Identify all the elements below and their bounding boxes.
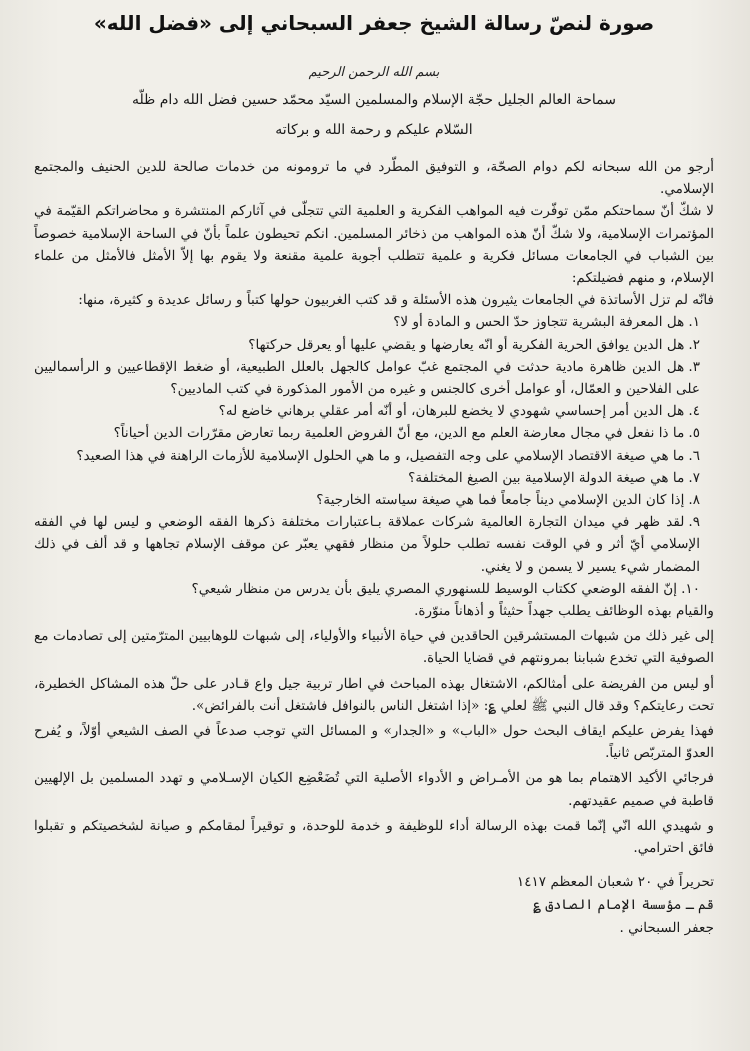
letter-addressee: سماحة العالم الجليل حجّة الإسلام والمسلمين السيّد محمّد حسين فضل الله دام ظلّه: [131, 92, 617, 108]
closing-paragraph-4: فهذا يفرض عليكم ايقاف البحث حول «الباب» و «الجدار» و المسائل التي توجب صدعاً في الصف الشيعي أوّلاً، و يُفرح العدوّ المتربّص ثانياً.: [34, 723, 714, 762]
questions-list: [34, 311, 714, 600]
letter-body: [34, 156, 714, 859]
intro-paragraph-3: فانّه لم تزل الأساتذة في الجامعات يثيرون هذه الأسئلة و قد كتب الغربيون حولها كتباً و رسائل عديدة و كثيرة، منها:: [78, 292, 714, 309]
signature-block: [34, 871, 714, 940]
question-number: ١.: [688, 314, 700, 331]
question-number: ٢.: [688, 336, 700, 353]
question-item: [34, 311, 700, 333]
question-item: [34, 356, 700, 400]
question-number: ٣.: [688, 358, 700, 375]
question-item: [34, 578, 700, 600]
question-item: [34, 334, 700, 356]
question-number: ٤.: [688, 403, 700, 420]
question-text: هل الدين يوافق الحرية الفكرية أو انّه يعارضها و يقضي عليها أو يعرقل حركتها؟: [248, 336, 685, 353]
closing-paragraph-1: والقيام بهذه الوظائف يطلب جهداً حثيثاً و أذهاناً منوّرة.: [414, 603, 714, 620]
closing-paragraph-2: إلى غير ذلك من شبهات المستشرقين الحاقدين في حياة الأنبياء والأولياء، إلى شبهات للوهابيين المترّمتين إلى تصادمات مع الصوفية التي تخدع شبابنا بمرونتهم في قضايا الحياة.: [34, 628, 714, 667]
question-text: ما هي صيغة الدولة الإسلامية بين الصيغ المختلفة؟: [408, 469, 685, 486]
question-text: هل الدين ظاهرة مادية حدثت في المجتمع غبّ عوامل كالجهل بالعلل الطبيعية، أو ضغط الإقطاعيين و الرأسماليين على الفلاحين و العمّال، أو عوامل أخرى كالجنس و غيره من الأمور المذكورة في كتب الماديين؟: [34, 358, 700, 398]
question-item: [34, 467, 700, 489]
closing-paragraph-5: فرجائي الأكيد الاهتمام بما هو من الأمـراض و الأدواء الأصلية التي تُضَعْضِع الكيان الإسـلامي و تهدد المسلمين بل الإلهيين قاطبة في صميم عقيدتهم.: [34, 770, 714, 809]
question-text: ما ذا نفعل في مجال معارضة العلم مع الدين، مع أنّ الفروض العلمية ربما تعارض مقرّرات الدين أحياناً؟: [113, 425, 685, 442]
question-number: ١٠.: [681, 580, 700, 597]
question-text: هل الدين أمر إحساسي شهودي لا يخضع للبرهان، أو أنّه أمر عقلي برهاني خاضع له؟: [218, 403, 685, 420]
question-text: هل المعرفة البشرية تتجاوز حدّ الحس و المادة أو لا؟: [393, 314, 685, 331]
question-item: [34, 489, 700, 511]
question-number: ٦.: [688, 447, 700, 464]
intro-paragraph-2: لا شكّ أنّ سماحتكم ممّن توفّرت فيه المواهب الفكرية و العلمية التي تتجلّى في آثاركم المنتشرة و محاضراتكم القيّمة في المؤتمرات الإسلامية، ولا شكّ أنّ هذه المواهب من ذخائر المسلمين. انكم تحيطون علماً بأنّ في الساحة الإسلامية خصوصاً بين الشباب في الجامعات مسائل فكرية و علمية تتطلب أجوبة علمية مقنعة ولا يقوم بها إلاّ الأمثل فالأمثل من علماء الإسلام، و منهم فضيلتكم:: [34, 203, 715, 287]
closing-paragraph-3: أو ليس من الفريضة على أمثالكم، الاشتغال بهذه المباحث في اطار تربية جيل واع قـادر على حلّ هذه المشاكل الخطيرة، تحت رعايتكم؟ وقد قال النبي ﷺ لعلي ؏: «إذا اشتغل الناس بالنوافل فاشتغل أنت بالفرائض».: [34, 675, 714, 714]
question-item: [34, 511, 700, 578]
question-item: [34, 422, 700, 444]
question-text: إنّ الفقه الوضعي ككتاب الوسيط للسنهوري المصري يليق بأن يدرس من منظار شيعي؟: [191, 580, 678, 597]
question-item: [34, 445, 700, 467]
signature-date: تحريراً في ٢٠ شعبان المعظم ١٤١٧: [516, 874, 714, 891]
basmala-calligraphy: بسم الله الرحمن الرحيم: [308, 65, 440, 80]
signature-institution: قم ـ مؤسسة الإمام الصادق ؏: [533, 897, 714, 914]
page-title: صورة لنصّ رسالة الشيخ جعفر السبحاني إلى «فضل الله»: [93, 11, 655, 35]
question-number: ٥.: [688, 425, 700, 442]
question-text: إذا كان الدين الإسلامي ديناً جامعاً فما هي صيغة سياسته الخارجية؟: [316, 492, 685, 509]
question-item: [34, 400, 700, 422]
letter-greeting: السّلام عليكم و رحمة الله و بركاته: [275, 122, 473, 138]
question-text: لقد ظهر في ميدان التجارة العالمية شركات عملاقة بـاعتبارات مختلفة ذكرها الفقه الوضعي و ليس لها في الفقه الإسلامي أيّ أثر و في الوقت نفسه تطلب حلولاً من منظار فقهي يعبّر عن موقف الإسلام تجاهها و قد ألف في ذلك المضمار شيء يسير لا يسمن و لا يغني.: [34, 514, 700, 575]
question-number: ٩.: [688, 514, 700, 531]
question-text: ما هي صيغة الاقتصاد الإسلامي على وجه التفصيل، و ما هي الحلول الإسلامية للأزمات الراهنة في هذا الصعيد؟: [76, 447, 685, 464]
closing-paragraph-6: و شهيدي الله انّي إنّما قمت بهذه الرسالة أداء للوظيفة و خدمة للوحدة، و توقيراً لمقامكم و صيانة لشخصيتكم و تقبلوا فائق احترامي.: [34, 817, 714, 857]
signature-name: جعفر السبحاني .: [619, 920, 714, 937]
question-number: ٨.: [688, 492, 700, 509]
intro-paragraph-1: أرجو من الله سبحانه لكم دوام الصحّة، و التوفيق المطّرد في ما ترومونه من خدمات صالحة للدين الحنيف والمجتمع الإسلامي.: [34, 159, 714, 198]
question-number: ٧.: [688, 469, 700, 486]
